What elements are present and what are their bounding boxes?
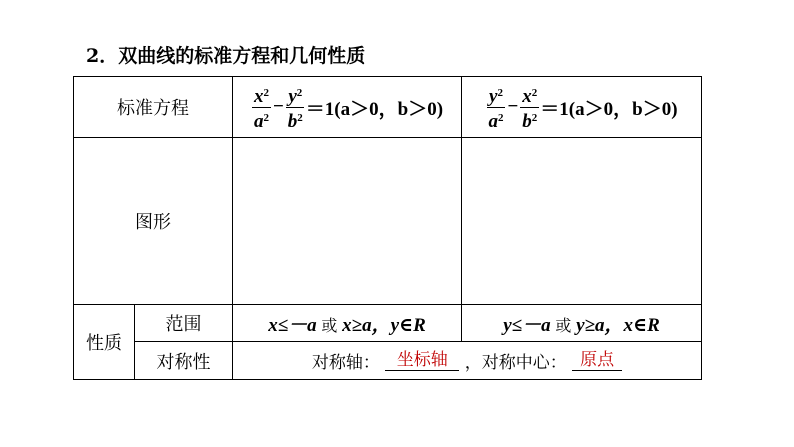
center-answer: 原点: [572, 350, 622, 371]
symmetry-cell: [233, 342, 702, 380]
section-heading: 2．双曲线的标准方程和几何性质: [86, 45, 366, 67]
table-row-symmetry: [74, 342, 702, 380]
range-horizontal: x≤－a 或 x≥a，y∈R: [233, 305, 462, 342]
properties-label: 性质: [74, 305, 135, 380]
fraction-x2-a2: $\frac{x^2}{a^2}$: [252, 83, 271, 132]
figure-cell-horizontal: [233, 138, 462, 305]
fraction-x2-b2: $\frac{x^2}{b^2}$: [520, 83, 539, 132]
fraction-y2-b2: $\frac{y^2}{b^2}$: [286, 83, 305, 132]
axis-answer: 坐标轴: [385, 350, 459, 371]
figure-cell-vertical: [462, 138, 702, 305]
equation-vertical: $\frac{y^2}{a^2}$ − $\frac{x^2}{b^2}$ ＝1( a＞0，b＞0): [462, 77, 702, 138]
range-vertical: y≤－a 或 y≥a，x∈R: [462, 305, 702, 342]
table-row-range: [74, 305, 702, 342]
center-prefix: ，对称中心：: [464, 352, 567, 373]
symmetry-label: 对称性: [135, 342, 233, 380]
fraction-y2-a2: $\frac{y^2}{a^2}$: [486, 83, 505, 132]
table-row-figure: [74, 138, 702, 305]
range-label: 范围: [135, 305, 233, 342]
hyperbola-properties-table: [73, 76, 702, 380]
figure-label: 图形: [74, 138, 233, 305]
standard-equation-label: 标准方程: [74, 77, 233, 138]
table-row-standard-equation: [74, 77, 702, 138]
equation-horizontal: $\frac{x^2}{a^2}$ − $\frac{y^2}{b^2}$ ＝1( a＞0，b＞0): [233, 77, 462, 138]
axis-prefix: 对称轴：: [311, 352, 380, 373]
